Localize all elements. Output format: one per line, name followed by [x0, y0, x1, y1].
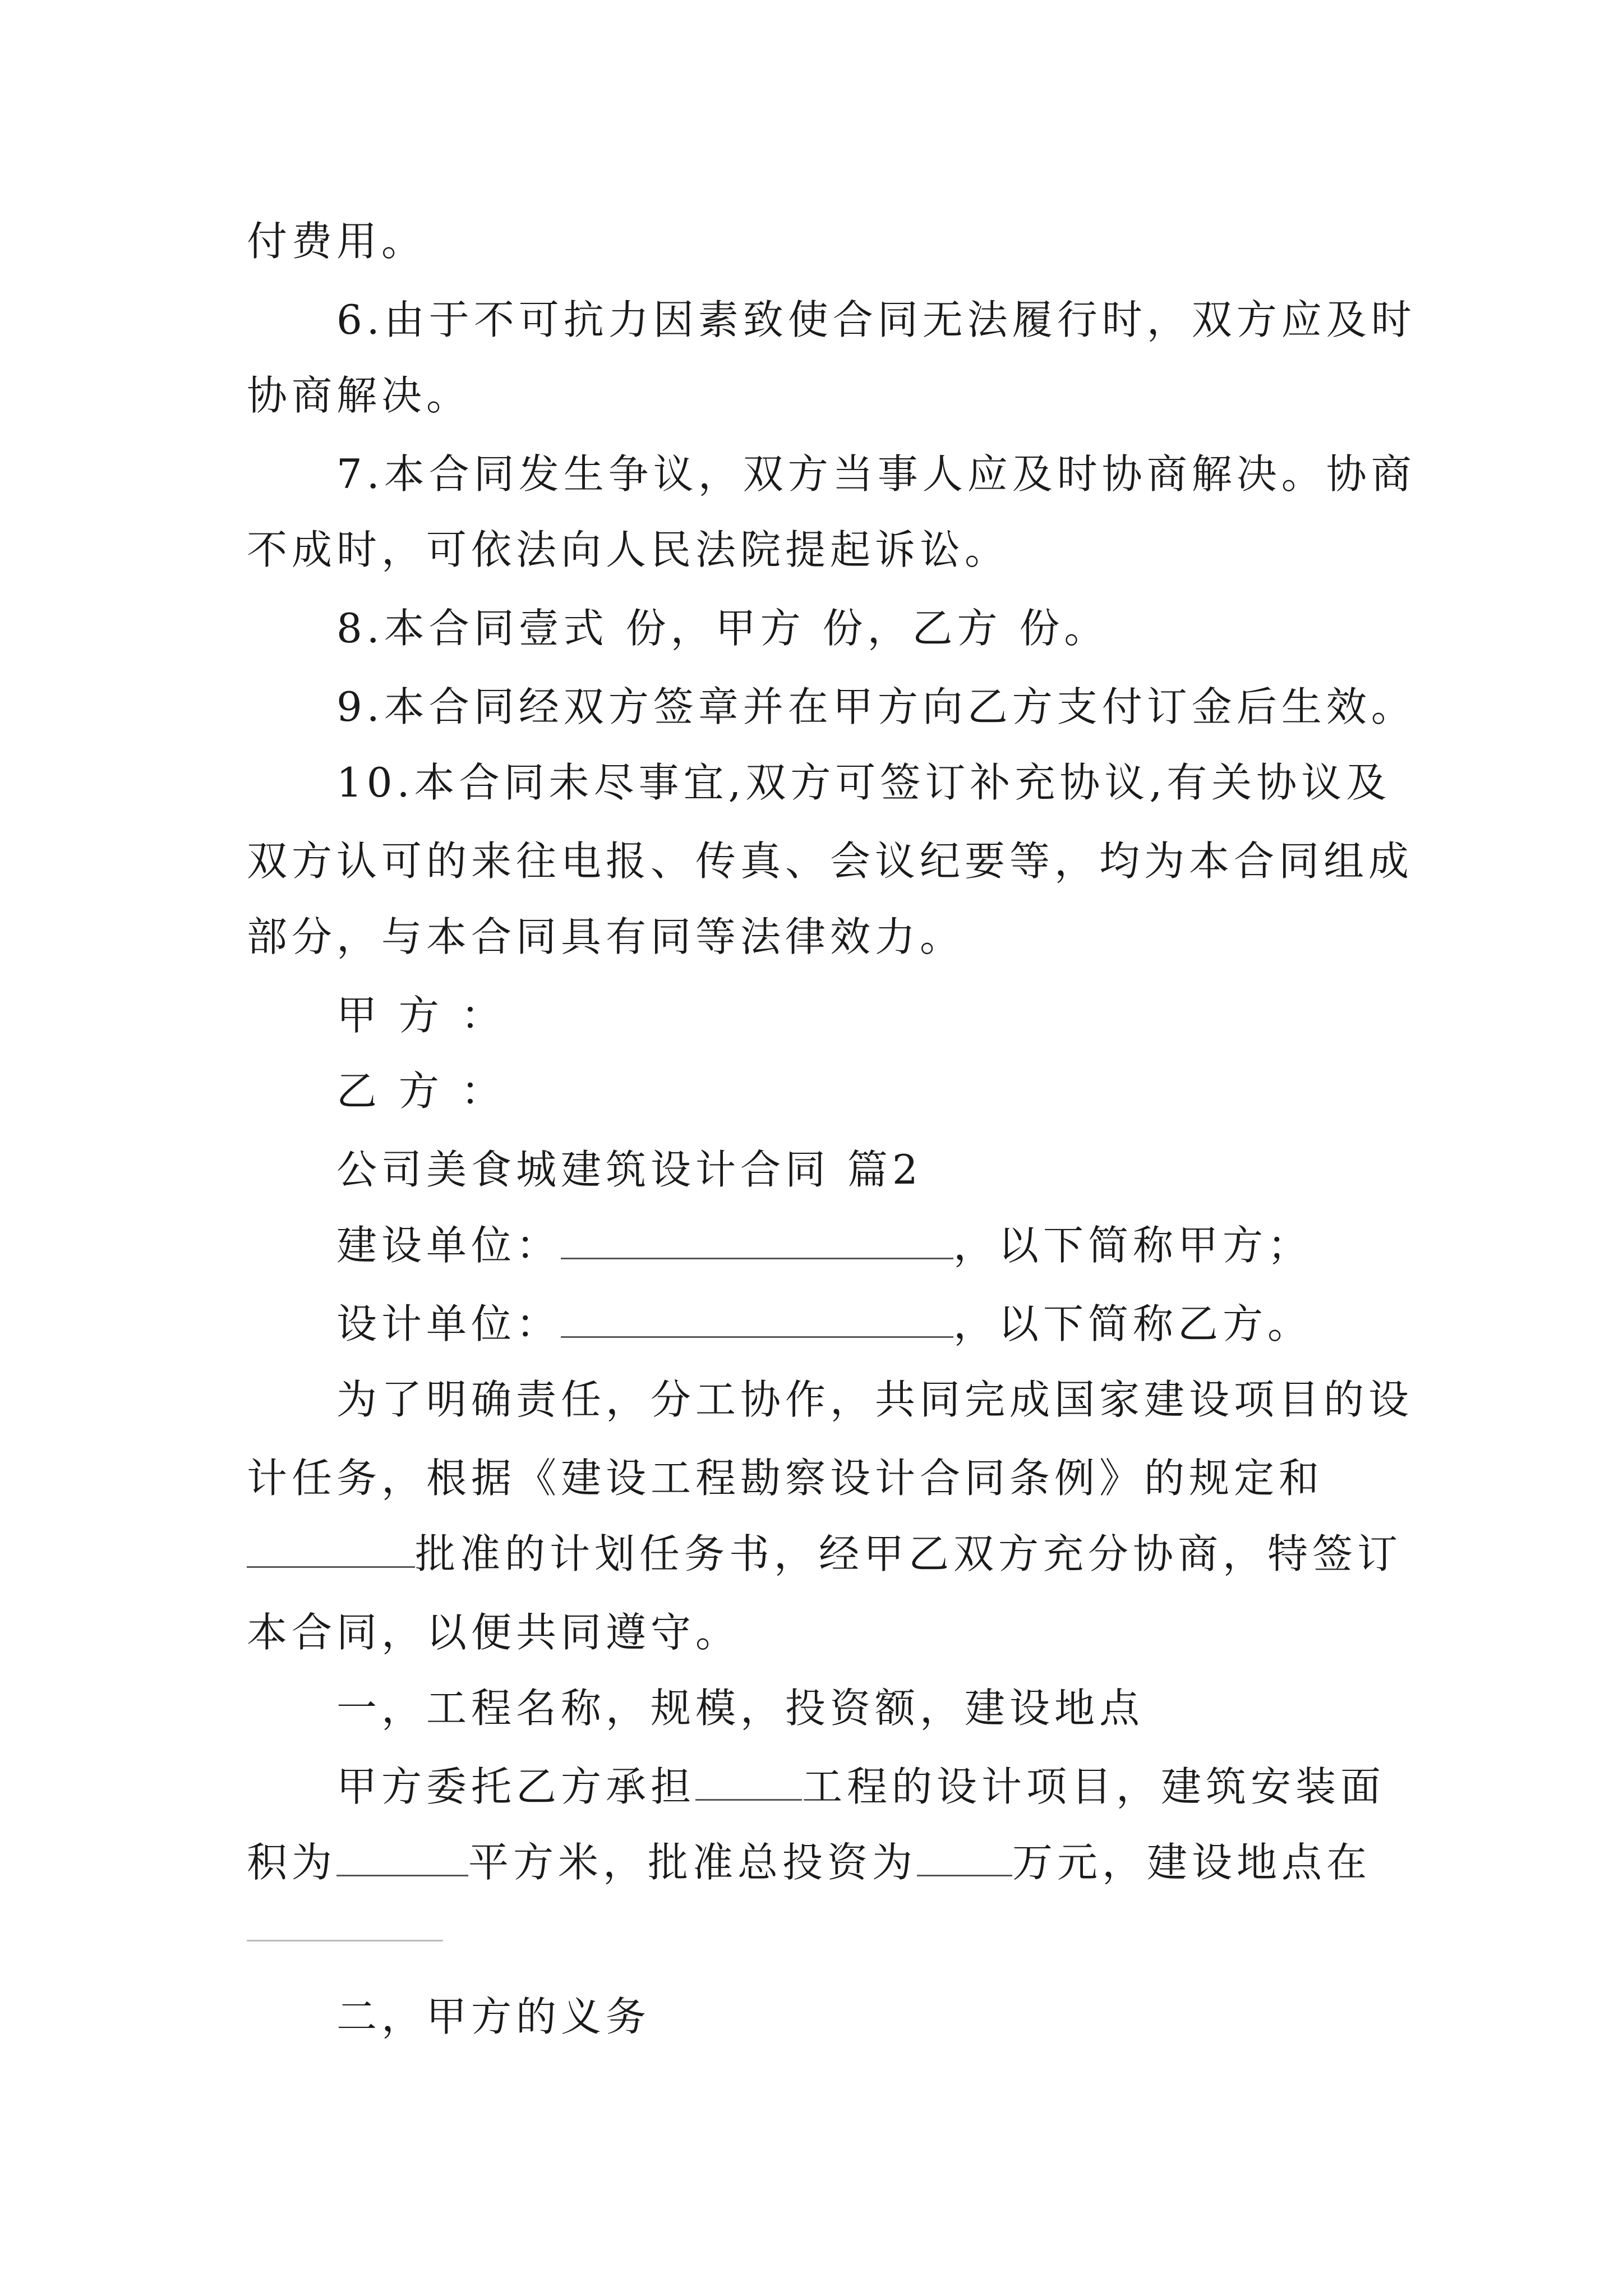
investment-blank — [917, 1835, 1012, 1876]
party-a-signature: 甲 方 ： — [336, 992, 506, 1039]
section-1-text-c: 积为 — [247, 1839, 337, 1886]
section-1-text-b: 工程的设计项目，建筑安装面 — [802, 1763, 1386, 1810]
construction-unit-blank — [561, 1218, 953, 1259]
section-1-text-d: 平方米，批准总投资为 — [468, 1839, 917, 1886]
design-unit-blank — [561, 1297, 953, 1338]
design-unit-label: 设计单位： — [336, 1300, 561, 1347]
section-1-heading: 一，工程名称，规模，投资额，建设地点 — [336, 1685, 1145, 1732]
section-1-text-a: 甲方委托乙方承担 — [336, 1763, 696, 1810]
approval-authority-blank — [247, 1527, 415, 1568]
clause-7-continued: 不成时，可依法向人民法院提起诉讼。 — [247, 526, 1010, 573]
section-1-line-2 — [247, 1834, 1385, 1890]
section-1-text-e: 万元，建设地点在 — [1012, 1839, 1372, 1886]
preamble-line-2: 计任务，根据《建设工程勘察设计合同条例》的规定和 — [247, 1455, 1324, 1502]
construction-unit-suffix: ，以下简称甲方； — [953, 1222, 1313, 1269]
clause-8: 8.本合同壹式 份，甲方 份，乙方 份。 — [336, 605, 1109, 652]
preamble-line-1: 为了明确责任，分工协作，共同完成国家建设项目的设 — [336, 1376, 1414, 1423]
design-unit-suffix: ，以下简称乙方。 — [953, 1300, 1313, 1347]
party-b-signature: 乙 方 ： — [336, 1068, 506, 1115]
construction-unit-label: 建设单位： — [336, 1222, 561, 1269]
design-unit-line — [336, 1296, 1475, 1352]
clause-10: 10.本合同未尽事宜,双方可签订补充协议,有关协议及 — [336, 759, 1391, 806]
clause-6: 6.由于不可抗力因素致使合同无法履行时，双方应及时 — [336, 296, 1416, 343]
preamble-line-4: 本合同，以便共同遵守。 — [247, 1609, 741, 1656]
clause-10-end: 部分，与本合同具有同等法律效力。 — [247, 913, 965, 960]
construction-unit-line — [336, 1217, 1475, 1273]
clause-9: 9.本合同经双方签章并在甲方向乙方支付订金后生效。 — [336, 683, 1416, 730]
clause-6-continued: 协商解决。 — [247, 372, 472, 419]
clause-10-continued: 双方认可的来往电报、传真、会议纪要等，均为本合同组成 — [247, 838, 1414, 885]
clause-7: 7.本合同发生争议，双方当事人应及时协商解决。协商 — [336, 450, 1416, 498]
paragraph-line: 付费用。 — [247, 218, 427, 265]
section-2-heading: 二，甲方的义务 — [336, 1993, 651, 2040]
project-name-blank — [695, 1760, 802, 1801]
location-blank-line — [247, 1940, 443, 1941]
preamble-line-3-text: 批准的计划任务书，经甲乙双方充分协商，特签订 — [415, 1530, 1403, 1577]
preamble-line-3 — [247, 1526, 1403, 1582]
contract-heading: 公司美食城建筑设计合同 篇2 — [336, 1146, 923, 1193]
area-blank — [336, 1835, 468, 1876]
section-1-line-1 — [336, 1759, 1475, 1815]
